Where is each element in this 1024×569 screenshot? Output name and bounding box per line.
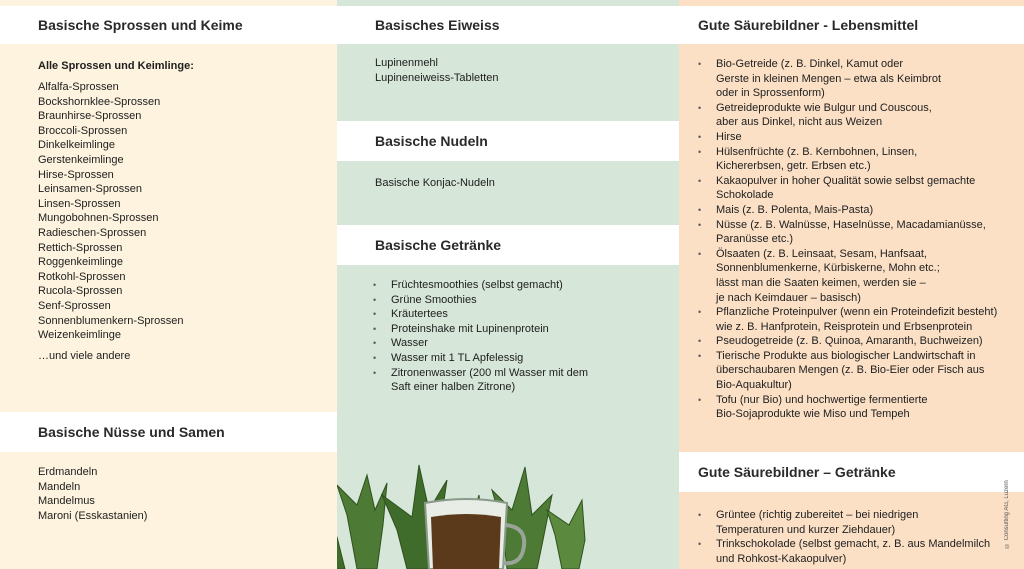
acid-food-item xyxy=(698,334,997,349)
column-sprouts-nuts xyxy=(0,0,337,569)
basic-drink-line: Saft einer halben Zitrone) xyxy=(391,381,516,394)
sprout-item: Bockshornklee-Sprossen xyxy=(38,95,161,108)
basic-drink-line: • Kräutertees xyxy=(391,308,448,321)
acid-food-line: • Hülsenfrüchte (z. B. Kernbohnen, Linsen, xyxy=(716,145,918,158)
column-acid-formers xyxy=(679,0,1024,569)
basic-drink-line: • Grüne Smoothies xyxy=(391,293,477,306)
heading-nuts xyxy=(0,412,337,452)
basic-drink-line: • Wasser mit 1 TL Apfelessig xyxy=(391,351,524,364)
heading-protein-text: Basisches Eiweiss xyxy=(375,17,500,33)
basic-drink-item xyxy=(373,278,588,293)
heading-noodles-text: Basische Nudeln xyxy=(375,133,488,149)
basic-drink-item xyxy=(373,366,588,395)
sprout-item: Braunhirse-Sprossen xyxy=(38,110,142,123)
basic-drink-item xyxy=(373,336,588,351)
acid-drink-line: Temperaturen und kurzer Ziehdauer) xyxy=(716,523,896,536)
heading-sprouts-text: Basische Sprossen und Keime xyxy=(38,17,243,33)
acid-food-line: • Getreideprodukte wie Bulgur und Couscous, xyxy=(716,101,932,114)
basic-drink-line: • Proteinshake mit Lupinenprotein xyxy=(391,322,549,335)
sprout-item: Broccoli-Sprossen xyxy=(38,124,128,137)
basic-drink-item xyxy=(373,351,588,366)
basic-drink-line: • Zitronenwasser (200 ml Wasser mit dem xyxy=(391,366,589,379)
acid-food-line: • Pseudogetreide (z. B. Quinoa, Amaranth, Buchweizen) xyxy=(716,335,983,348)
acid-food-item xyxy=(698,393,997,422)
nut-item: Mandeln xyxy=(38,480,81,493)
basic-drink-line: • Wasser xyxy=(391,337,428,350)
acid-food-item xyxy=(698,305,997,334)
acid-food-line: Kichererbsen, getr. Erbsen etc.) xyxy=(716,160,871,173)
acid-food-line: oder in Sprossenform) xyxy=(716,87,825,100)
acid-food-line: • Kakaopulver in hoher Qualität sowie selbst gemachte xyxy=(716,174,976,187)
acid-food-line: überschaubaren Mengen (z. B. Bio-Eier oder Fisch aus xyxy=(716,364,985,377)
acid-food-item xyxy=(698,174,997,203)
acid-food-item xyxy=(698,101,997,130)
nuts-list xyxy=(38,465,147,523)
column-protein-noodles-drinks xyxy=(337,0,679,569)
sprout-item: Senf-Sprossen xyxy=(38,299,111,312)
acid-food-line: • Hirse xyxy=(716,130,742,143)
acid-drink-line: • Trinkschokolade (selbst gemacht, z. B. aus Mandelmilch xyxy=(716,538,991,551)
acid-drink-line: • Grüntee (richtig zubereitet – bei niedrigen xyxy=(716,509,919,521)
acid-food-line: • Tofu (nur Bio) und hochwertige fermentierte xyxy=(716,393,928,406)
acid-food-line: Bio-Sojaprodukte wie Miso und Tempeh xyxy=(716,408,910,421)
sprout-item: Leinsamen-Sprossen xyxy=(38,183,142,196)
acid-drinks-list xyxy=(698,508,990,566)
noodles-list xyxy=(375,176,495,191)
protein-list xyxy=(375,56,499,85)
basic-drink-item xyxy=(373,293,588,308)
heading-drinks-text: Basische Getränke xyxy=(375,237,502,253)
acid-food-line: wie z. B. Hanfprotein, Reisprotein und Erbsenprotein xyxy=(716,320,973,333)
basic-drinks-list xyxy=(373,278,588,395)
acid-food-line: • Pflanzliche Proteinpulver (wenn ein Proteindefizit besteht) xyxy=(716,306,998,319)
sprout-item: Rotkohl-Sprossen xyxy=(38,270,126,283)
sprouts-list xyxy=(38,80,184,343)
acid-food-line: Bio-Aquakultur) xyxy=(716,379,792,392)
sprouts-more: …und viele andere xyxy=(38,350,131,362)
acid-food-line: • Nüsse (z. B. Walnüsse, Haselnüsse, Macadamianüsse, xyxy=(716,218,986,231)
nut-item: Maroni (Esskastanien) xyxy=(38,509,148,522)
sprout-item: Hirse-Sprossen xyxy=(38,168,114,181)
heading-acid-foods-text: Gute Säurebildner - Lebensmittel xyxy=(698,17,919,33)
acid-food-line: je nach Keimdauer – basisch) xyxy=(716,291,861,304)
heading-acid-foods xyxy=(679,6,1024,44)
heading-noodles xyxy=(337,121,679,161)
acid-food-line: Schokolade xyxy=(716,189,774,202)
acid-food-line: • Bio-Getreide (z. B. Dinkel, Kamut oder xyxy=(716,58,904,70)
basic-drink-item xyxy=(373,307,588,322)
sprout-item: Gerstenkeimlinge xyxy=(38,153,124,166)
acid-food-line: Gerste in kleinen Mengen – etwa als Keimbrot xyxy=(716,72,942,85)
heading-acid-drinks-text: Gute Säurebildner – Getränke xyxy=(698,464,896,480)
acid-food-line: • Ölsaaten (z. B. Leinsaat, Sesam, Hanfsaat, xyxy=(716,247,927,260)
acid-food-item xyxy=(698,349,997,393)
acid-food-line: Paranüsse etc.) xyxy=(716,233,794,246)
acid-food-line: lässt man die Saaten keimen, werden sie – xyxy=(716,276,926,289)
acid-food-item xyxy=(698,57,997,101)
protein-item: Lupinenmehl xyxy=(375,57,438,69)
nut-item: Mandelmus xyxy=(38,495,95,508)
acid-food-line: • Mais (z. B. Polenta, Mais-Pasta) xyxy=(716,203,874,216)
acid-food-line: • Tierische Produkte aus biologischer Landwirtschaft in xyxy=(716,349,976,362)
protein-item: Lupineneiweiss-Tabletten xyxy=(375,71,499,84)
sprout-item: Mungobohnen-Sprossen xyxy=(38,212,159,225)
heading-sprouts xyxy=(0,6,337,44)
sprout-item: Rucola-Sprossen xyxy=(38,285,123,298)
sprout-item: Sonnenblumenkern-Sprossen xyxy=(38,314,184,327)
sprout-item: Weizenkeimlinge xyxy=(38,329,121,342)
sprout-item: Linsen-Sprossen xyxy=(38,197,121,210)
heading-nuts-text: Basische Nüsse und Samen xyxy=(38,424,225,440)
basic-drink-item xyxy=(373,322,588,337)
acid-food-item xyxy=(698,203,997,218)
acid-food-item xyxy=(698,145,997,174)
heading-acid-drinks xyxy=(679,452,1024,492)
sprouts-intro: Alle Sprossen und Keimlinge: xyxy=(38,60,194,72)
acid-food-line: Sonnenblumenkerne, Kürbiskerne, Mohn etc.; xyxy=(716,262,940,275)
acid-food-item xyxy=(698,130,997,145)
sprout-item: Roggenkeimlinge xyxy=(38,256,123,269)
sprout-item: Rettich-Sprossen xyxy=(38,241,123,254)
noodle-item: Basische Konjac-Nudeln xyxy=(375,177,495,189)
basic-drink-line: • Früchtesmoothies (selbst gemacht) xyxy=(391,279,563,291)
sprout-item: Alfalfa-Sprossen xyxy=(38,81,119,93)
heading-protein xyxy=(337,6,679,44)
acid-food-line: aber aus Dinkel, nicht aus Weizen xyxy=(716,116,883,129)
acid-food-item xyxy=(698,218,997,247)
nut-item: Erdmandeln xyxy=(38,466,98,478)
acid-foods-list xyxy=(698,57,997,422)
heading-drinks xyxy=(337,225,679,265)
herbal-tea-illustration xyxy=(337,455,637,569)
sprout-item: Radieschen-Sprossen xyxy=(38,226,147,239)
sprout-item: Dinkelkeimlinge xyxy=(38,139,116,152)
acid-drink-item xyxy=(698,508,990,537)
acid-drink-item xyxy=(698,537,990,566)
acid-food-item xyxy=(698,247,997,305)
copyright-credit: © Consulting AG, Luzern xyxy=(1004,480,1010,548)
acid-drink-line: und Rohkost-Kakaopulver) xyxy=(716,552,847,565)
